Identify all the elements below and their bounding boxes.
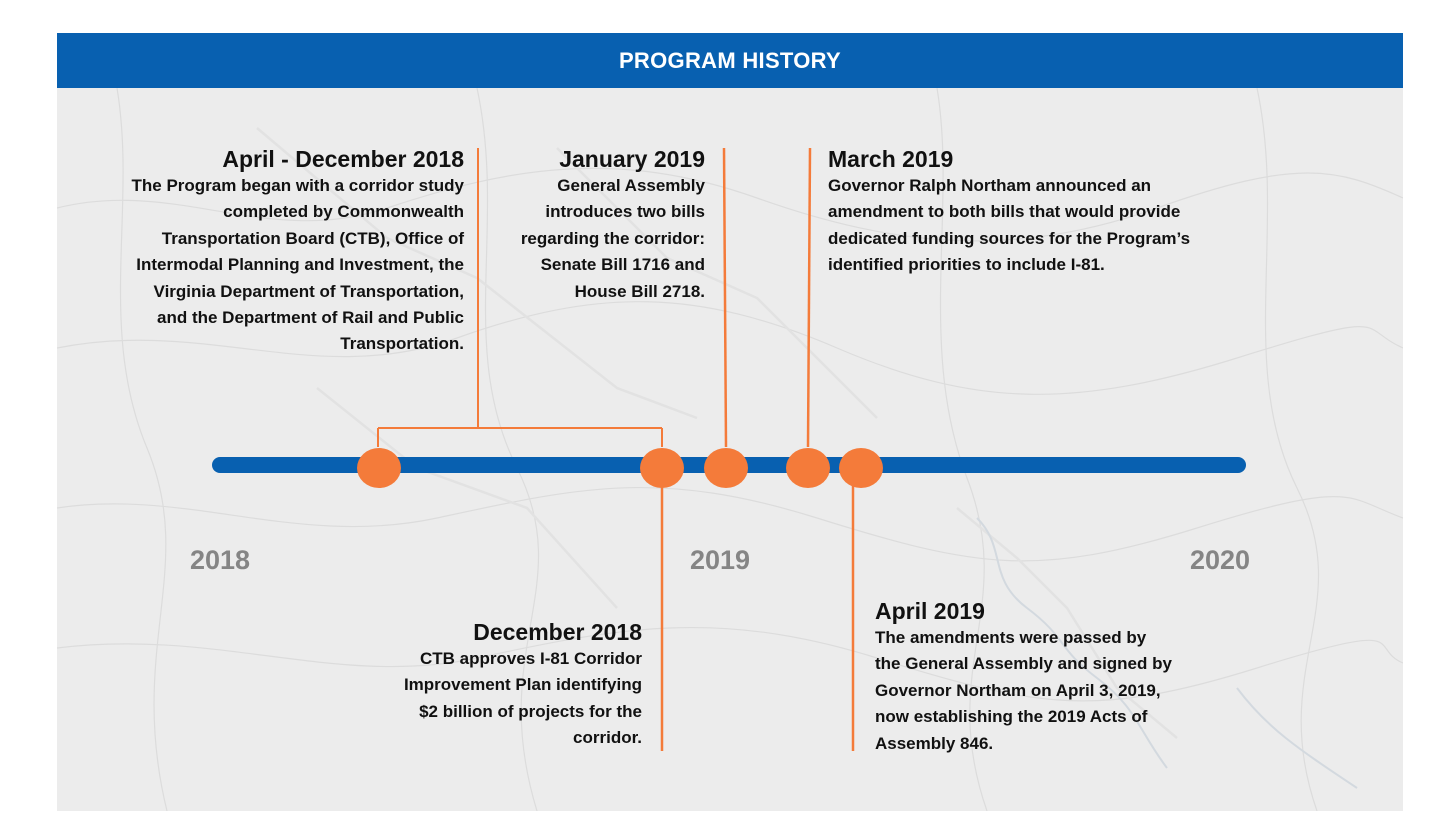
event-description: General Assembly introduces two bills regarding the corridor: Senate Bill 1716 and House Bill 2718. <box>520 176 705 301</box>
event-december-2018 <box>400 618 642 752</box>
marker-january-2019 <box>704 448 748 488</box>
event-description: Governor Ralph Northam announced an amendment to both bills that would provide dedicated funding sources for the Program’s identified priorities to include I-81. <box>828 176 1191 275</box>
marker-april-2018 <box>357 448 401 488</box>
event-date: April 2019 <box>875 598 985 624</box>
connector-january-2019 <box>724 148 726 447</box>
year-label-2018: 2018 <box>190 545 251 575</box>
year-label-2020: 2020 <box>1190 545 1251 575</box>
marker-march-2019 <box>786 448 830 488</box>
event-date: March 2019 <box>828 146 954 172</box>
event-date: April - December 2018 <box>222 146 464 172</box>
event-april-2019 <box>875 597 1175 757</box>
event-description: CTB approves I-81 Corridor Improvement Plan identifying $2 billion of projects for the corridor. <box>403 649 642 748</box>
event-april-december-2018 <box>130 145 464 358</box>
event-date: January 2019 <box>559 146 705 172</box>
connector-march-2019 <box>808 148 810 447</box>
event-description: The Program began with a corridor study completed by Commonwealth Transportation Board (CTB), Office of Intermodal Planning and Investment, the Virginia Department of Transportation, and the Department of Rail and Public Transportation. <box>131 176 464 354</box>
event-january-2019 <box>500 145 705 305</box>
year-label-2019: 2019 <box>690 545 751 575</box>
slide-panel <box>57 33 1403 811</box>
event-date: December 2018 <box>473 619 642 645</box>
page-title: PROGRAM HISTORY <box>618 47 842 73</box>
marker-december-2018 <box>640 448 684 488</box>
marker-april-2019 <box>839 448 883 488</box>
event-description: The amendments were passed by the General Assembly and signed by Governor Northam on April 3, 2019, now establishing the 2019 Acts of Assembly 846. <box>875 628 1172 753</box>
event-march-2019 <box>828 145 1228 279</box>
